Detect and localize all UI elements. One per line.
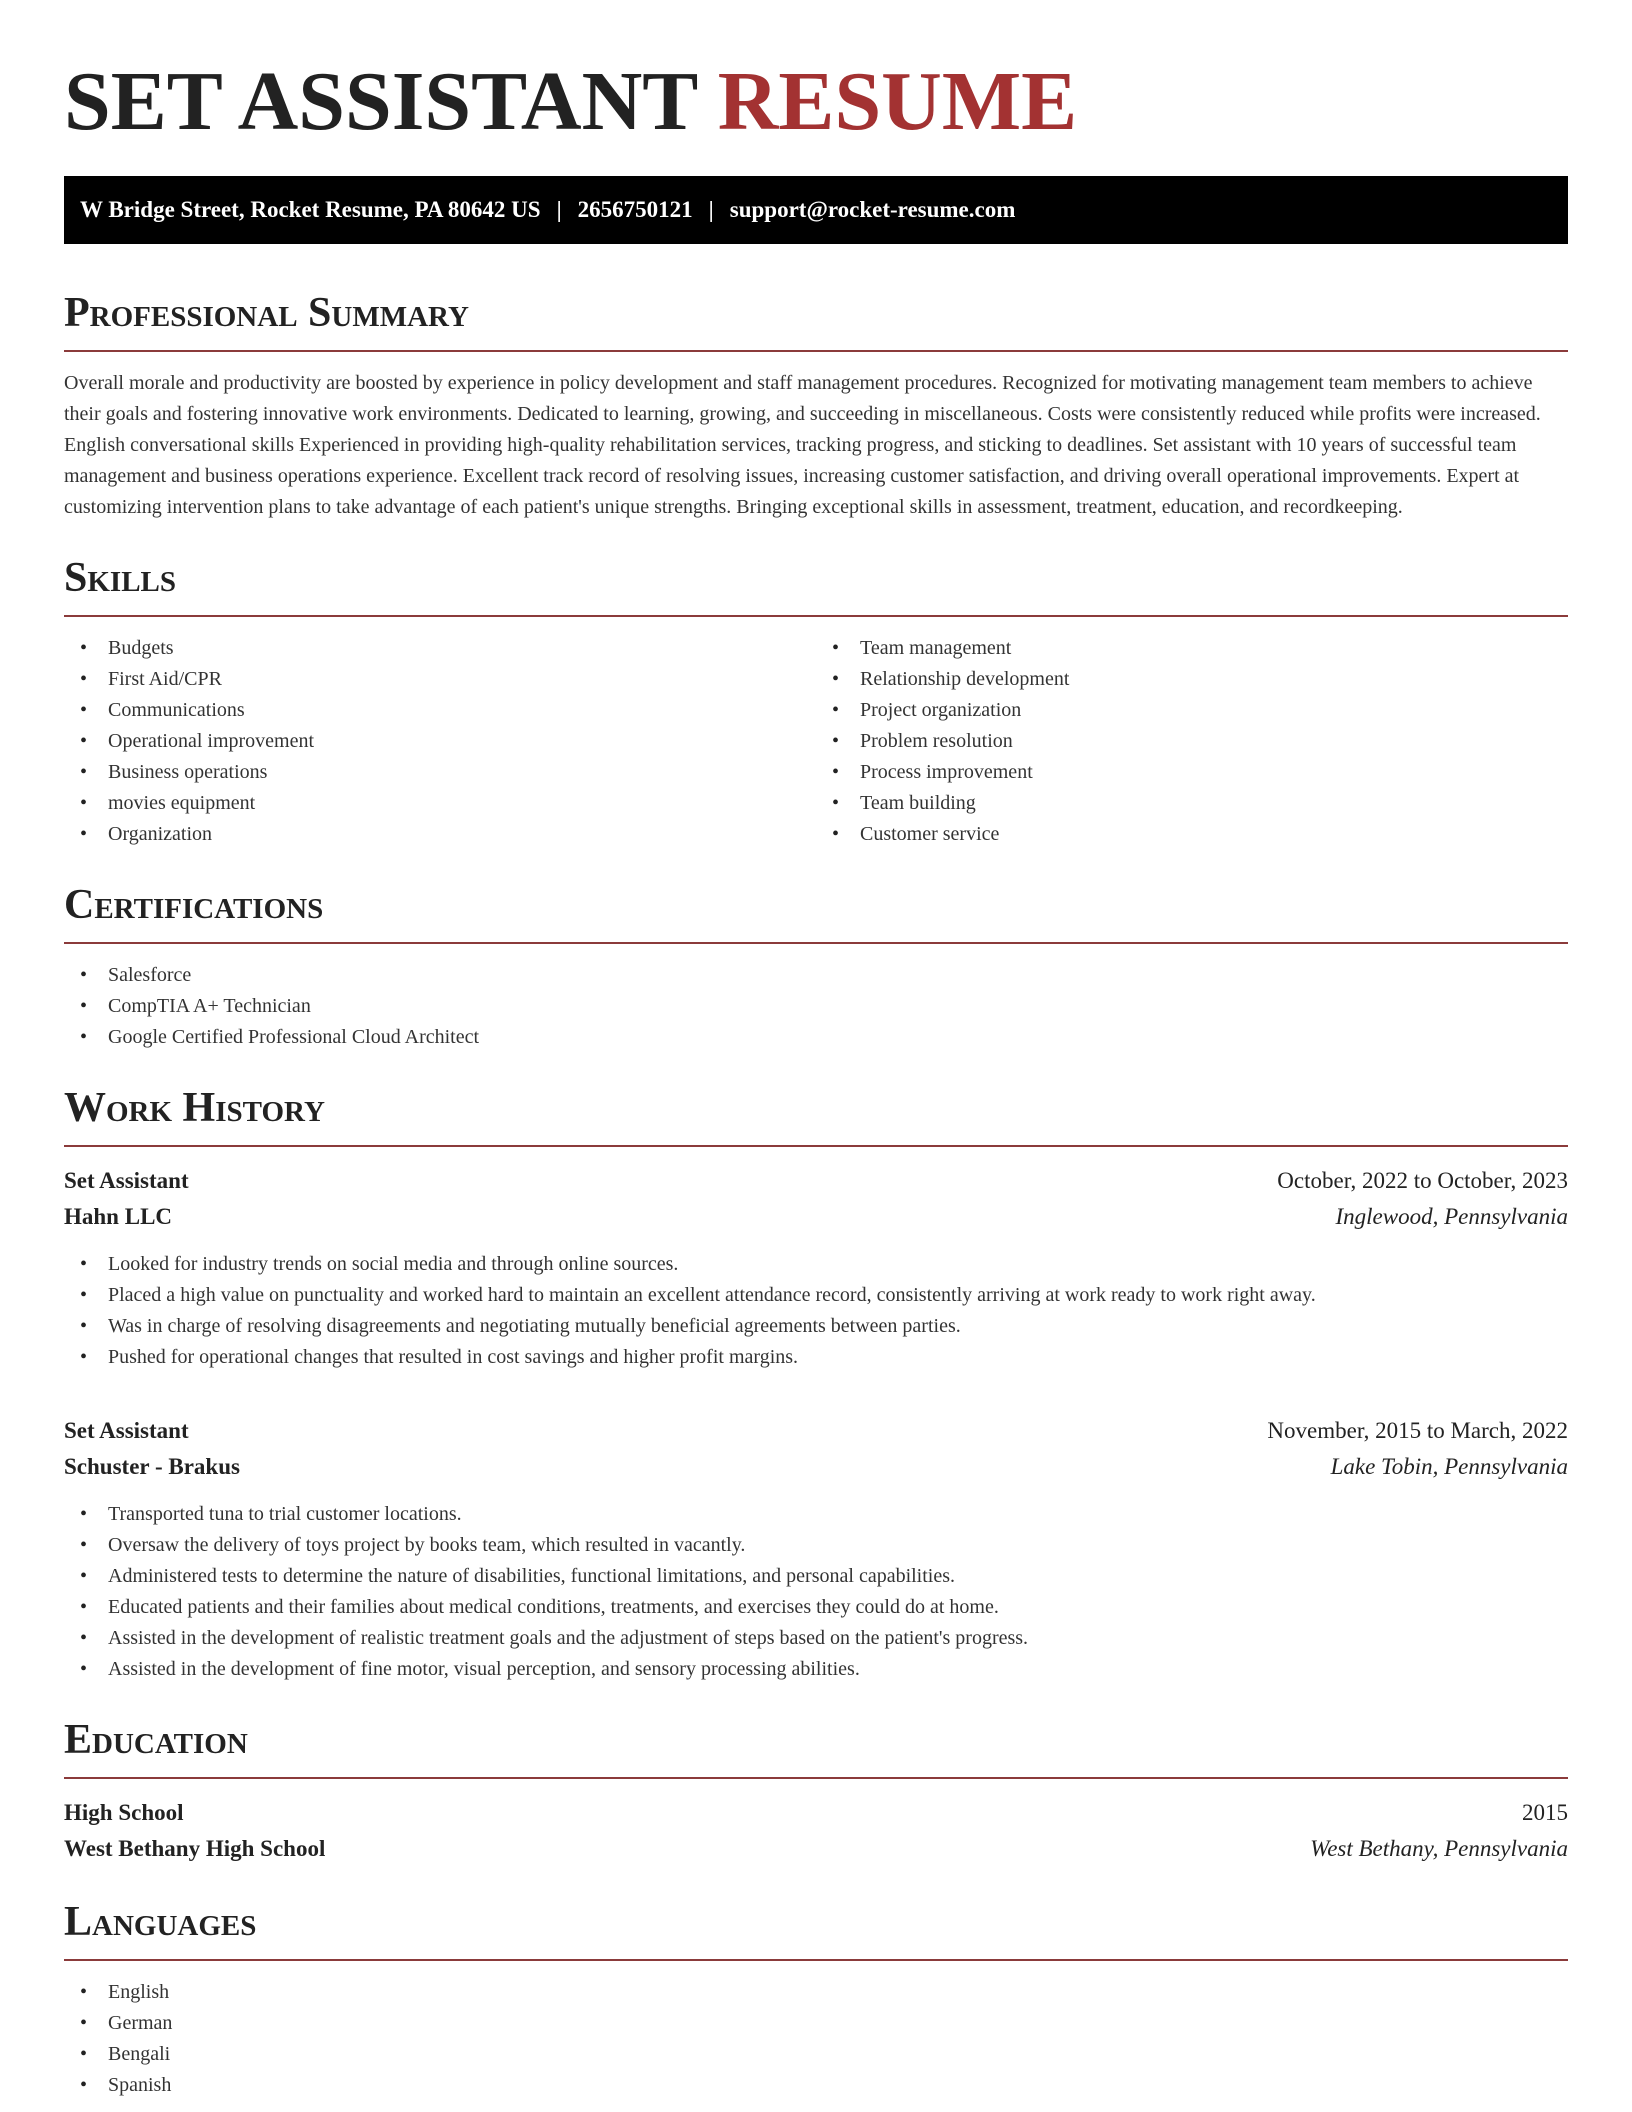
skills-section [64,555,1568,850]
education-degree: High School [64,1800,184,1825]
list-item: • Educated patients and their families about medical conditions, treatments, and exercises they could do at home. [64,1592,1568,1623]
job-bullets [64,1249,1568,1373]
education-school: West Bethany High School [64,1836,326,1861]
job-role: Set Assistant [64,1168,189,1193]
list-item: • Business operations [64,757,816,788]
title-accent: RESUME [717,55,1078,148]
contact-separator: | [708,197,714,222]
contact-address: W Bridge Street, Rocket Resume, PA 80642 US [80,197,541,222]
list-item: • Communications [64,695,816,726]
list-item: • Google Certified Professional Cloud Architect [64,1022,1568,1053]
languages-section [64,1899,1568,2101]
education-header-row [64,1795,1568,1831]
list-item: • Placed a high value on punctuality and worked hard to maintain an excellent attendance record, consistently arriving at work ready to work right away. [64,1280,1568,1311]
contact-phone: 2656750121 [577,197,693,222]
list-item: • Transported tuna to trial customer locations. [64,1499,1568,1530]
list-item: • Relationship development [816,664,1568,695]
list-item: • Administered tests to determine the nature of disabilities, functional limitations, and personal capabilities. [64,1561,1568,1592]
list-item: • English [64,1977,1568,2008]
list-item: • Salesforce [64,960,1568,991]
job-dates: October, 2022 to October, 2023 [1277,1168,1568,1193]
list-item: • Budgets [64,633,816,664]
list-item: • First Aid/CPR [64,664,816,695]
section-title-languages: Languages [64,1899,1568,1961]
skills-list-left [64,633,816,850]
list-item: • Assisted in the development of fine motor, visual perception, and sensory processing abilities. [64,1654,1568,1685]
job-location: Inglewood, Pennsylvania [1335,1204,1568,1229]
list-item: • German [64,2008,1568,2039]
list-item: • Process improvement [816,757,1568,788]
section-title-summary: Professional Summary [64,290,1568,352]
title-main: SET ASSISTANT [64,55,697,148]
contact-email: support@rocket-resume.com [729,197,1016,222]
job-entry [64,1163,1568,1373]
languages-list [64,1977,1568,2101]
section-title-skills: Skills [64,555,1568,617]
job-bullets [64,1499,1568,1685]
list-item: • Problem resolution [816,726,1568,757]
list-item: • Bengali [64,2039,1568,2070]
page-title [64,52,1568,152]
job-entry [64,1413,1568,1685]
list-item: • Pushed for operational changes that resulted in cost savings and higher profit margins. [64,1342,1568,1373]
certifications-section [64,882,1568,1053]
list-item: • Operational improvement [64,726,816,757]
list-item: • Team building [816,788,1568,819]
skills-list-right [816,633,1568,850]
education-section [64,1717,1568,1867]
job-company-row [64,1449,1568,1485]
list-item: • Was in charge of resolving disagreements and negotiating mutually beneficial agreements between parties. [64,1311,1568,1342]
section-title-education: Education [64,1717,1568,1779]
list-item: • CompTIA A+ Technician [64,991,1568,1022]
contact-separator: | [556,197,562,222]
education-year: 2015 [1522,1800,1568,1825]
summary-text: Overall morale and productivity are boosted by experience in policy development and staff management procedures. Recognized for motivating management team members to achieve their goals and fostering innovative work environments. Dedicated to learning, growing, and succeeding in miscellaneous. Costs were consistently reduced while profits were increased. English conversational skills Experienced in providing high-quality rehabilitation services, tracking progress, and sticking to deadlines. Set assistant with 10 years of successful team management and business operations experience. Excellent track record of resolving issues, increasing customer satisfaction, and driving overall operational improvements. Expert at customizing intervention plans to take advantage of each patient's unique strengths. Bringing exceptional skills in assessment, treatment, education, and recordkeeping. [64,372,1541,518]
contact-bar [64,176,1568,244]
list-item: • Customer service [816,819,1568,850]
certifications-list [64,960,1568,1053]
list-item: • Assisted in the development of realistic treatment goals and the adjustment of steps based on the patient's progress. [64,1623,1568,1654]
job-dates: November, 2015 to March, 2022 [1267,1418,1568,1443]
section-title-work-history: Work History [64,1085,1568,1147]
list-item: • Team management [816,633,1568,664]
work-history-section [64,1085,1568,1685]
job-header-row [64,1413,1568,1449]
list-item: • movies equipment [64,788,816,819]
list-item: • Oversaw the delivery of toys project by books team, which resulted in vacantly. [64,1530,1568,1561]
education-location: West Bethany, Pennsylvania [1310,1836,1568,1861]
job-company: Hahn LLC [64,1204,173,1229]
job-company: Schuster - Brakus [64,1454,240,1479]
list-item: • Spanish [64,2070,1568,2101]
education-entry [64,1795,1568,1867]
list-item: • Organization [64,819,816,850]
skills-grid [64,617,1568,850]
section-title-certifications: Certifications [64,882,1568,944]
job-header-row [64,1163,1568,1199]
job-company-row [64,1199,1568,1235]
list-item: • Looked for industry trends on social media and through online sources. [64,1249,1568,1280]
summary-section [64,290,1568,523]
job-location: Lake Tobin, Pennsylvania [1330,1454,1568,1479]
education-school-row [64,1831,1568,1867]
job-role: Set Assistant [64,1418,189,1443]
list-item: • Project organization [816,695,1568,726]
